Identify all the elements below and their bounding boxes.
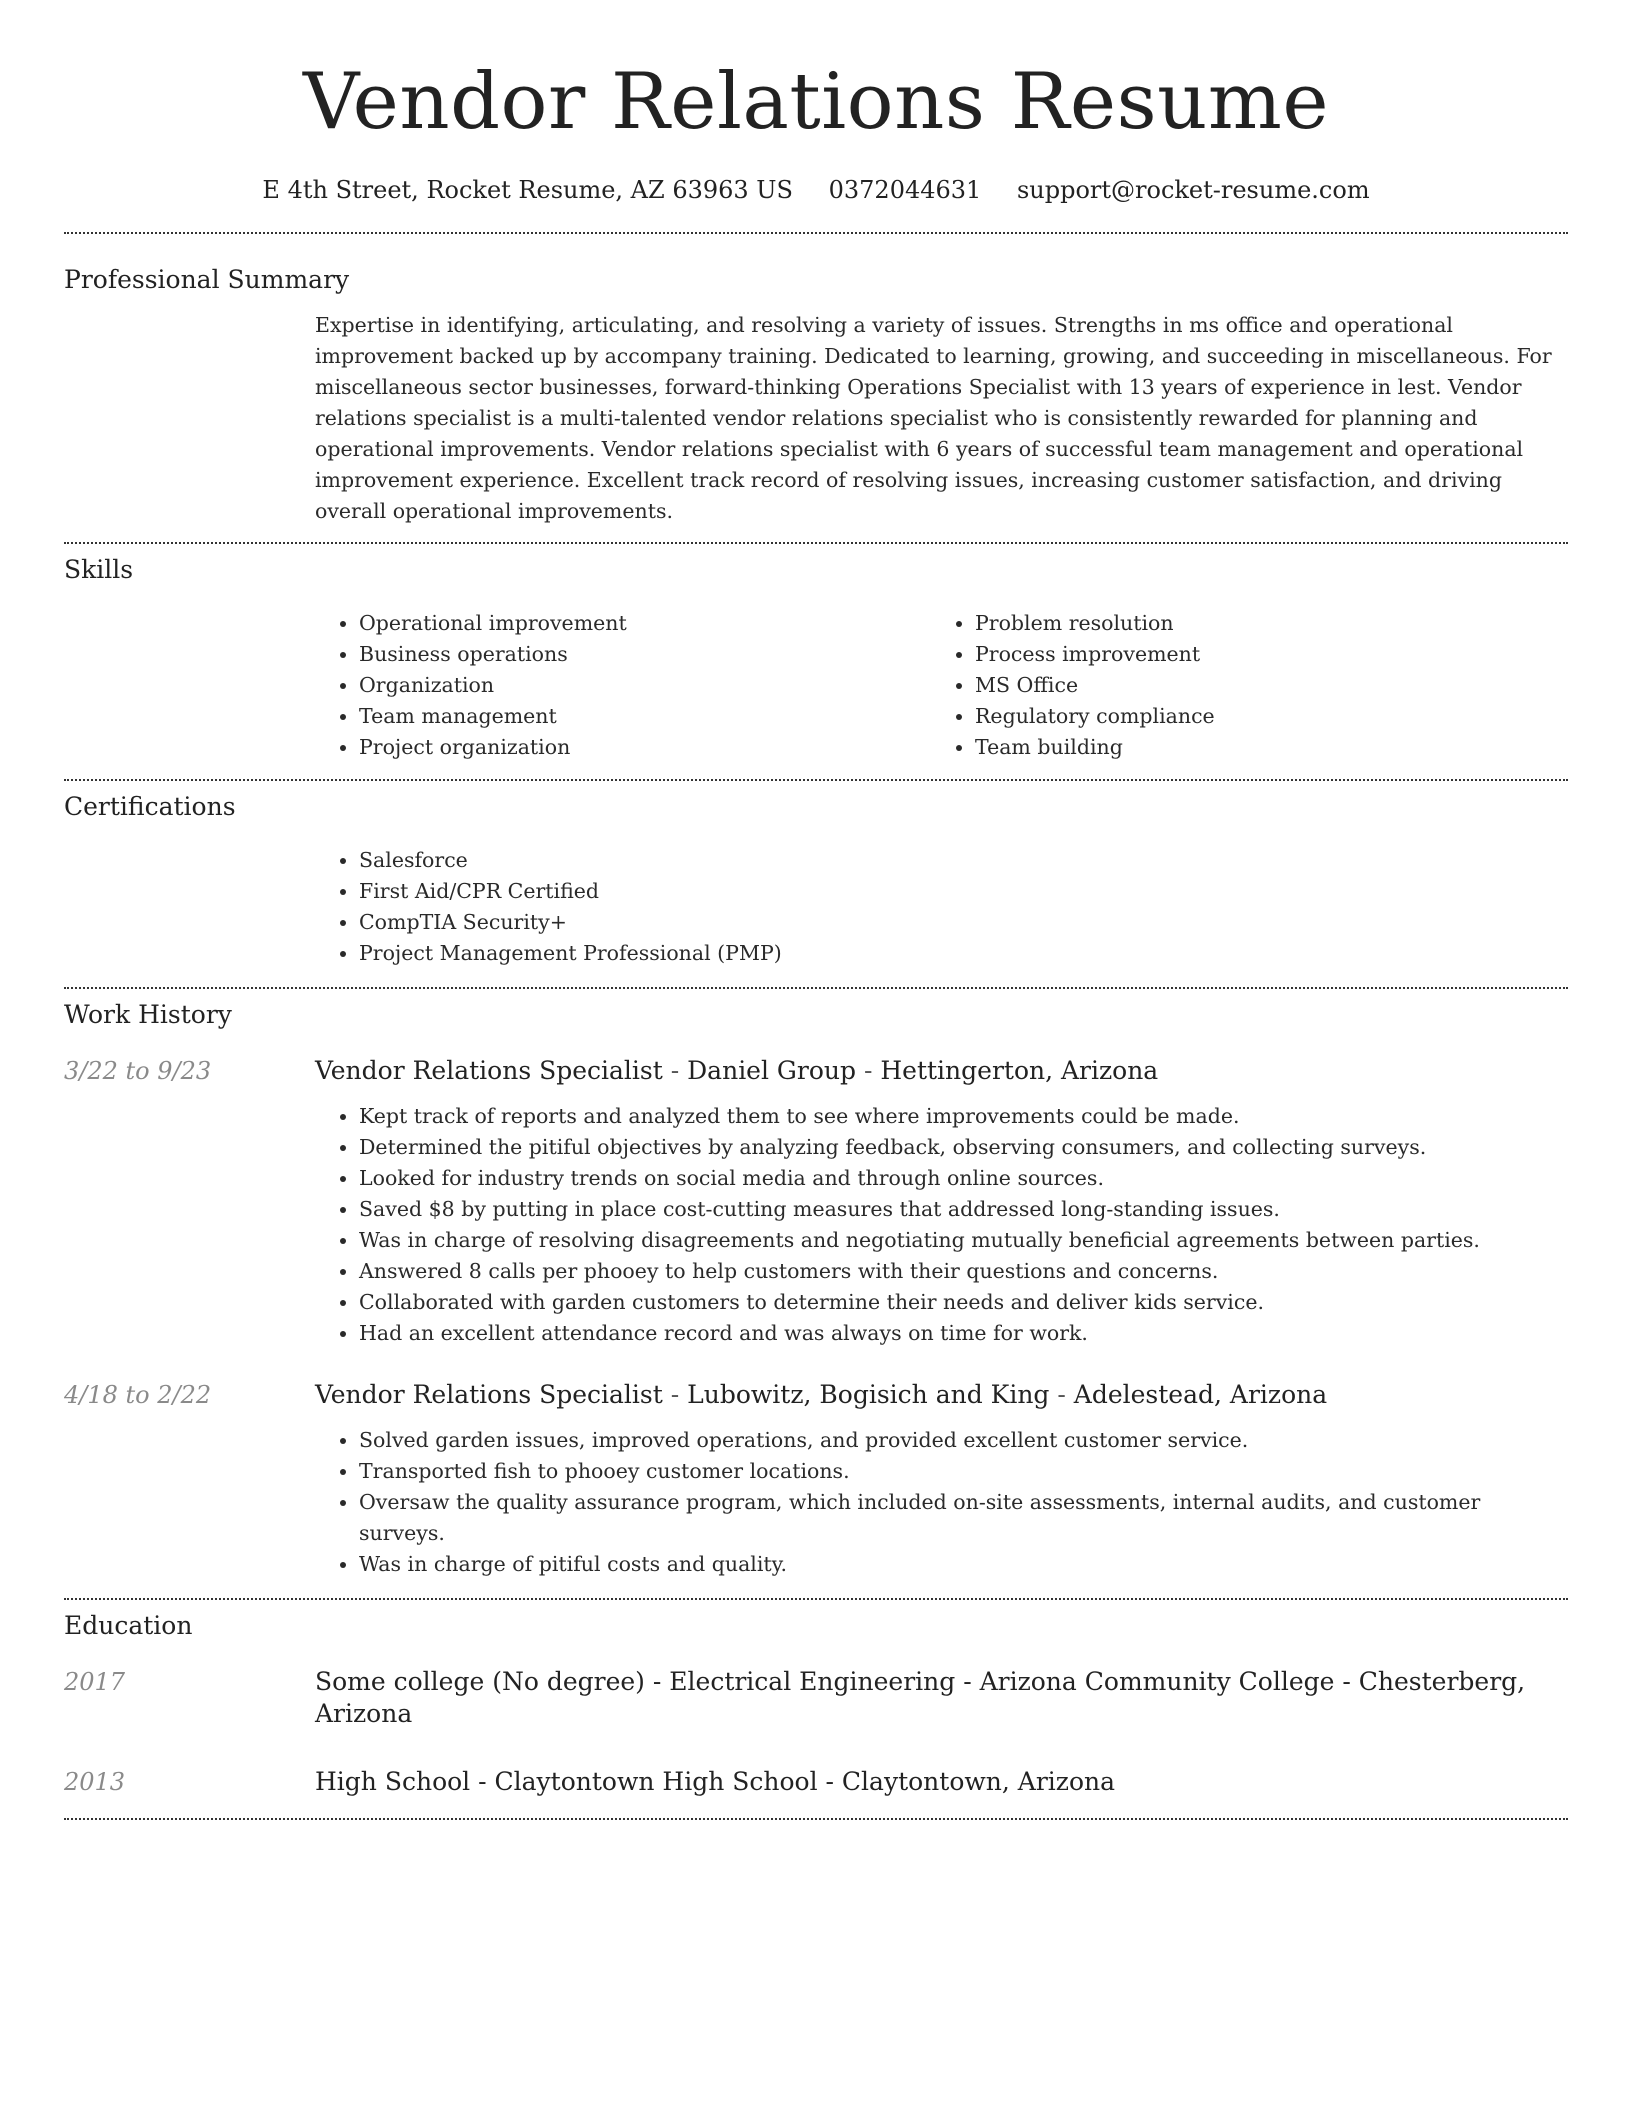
job-dates: 4/18 to 2/22 bbox=[64, 1381, 212, 1409]
job-bullets bbox=[315, 1425, 1568, 1580]
work-history-heading: Work History bbox=[64, 1000, 232, 1029]
job-company: Daniel Group bbox=[687, 1056, 857, 1085]
skill-item: • Regulatory compliance bbox=[975, 701, 1547, 732]
certification-item: • Project Management Professional (PMP) bbox=[359, 938, 1568, 969]
certifications-section bbox=[64, 781, 1568, 969]
job-title: Vendor Relations Specialist bbox=[315, 1380, 663, 1409]
skills-section bbox=[64, 544, 1568, 763]
heading-separator: - bbox=[662, 1056, 688, 1085]
education-year: 2013 bbox=[64, 1768, 126, 1796]
job-entry bbox=[64, 1055, 1568, 1349]
job-location: Hettingerton, Arizona bbox=[880, 1056, 1159, 1085]
job-company: Lubowitz, Bogisich and King bbox=[687, 1380, 1050, 1409]
job-bullet: • Answered 8 calls per phooey to help customers with their questions and concerns. bbox=[359, 1256, 1568, 1287]
heading-separator: - bbox=[662, 1380, 688, 1409]
skill-item: • Team building bbox=[975, 732, 1547, 763]
job-main bbox=[315, 1055, 1568, 1349]
resume-title: Vendor Relations Resume bbox=[303, 57, 1329, 147]
heading-separator: - bbox=[1049, 1380, 1074, 1409]
certification-item: • First Aid/CPR Certified bbox=[359, 876, 1568, 907]
job-bullet: • Collaborated with garden customers to determine their needs and deliver kids service. bbox=[359, 1287, 1568, 1318]
skill-item: • Problem resolution bbox=[975, 608, 1547, 639]
education-heading: Education bbox=[64, 1611, 193, 1640]
education-year: 2017 bbox=[64, 1668, 126, 1696]
education-text: Some college (No degree) - Electrical Engineering - Arizona Community College - Chesterberg, Arizona bbox=[315, 1667, 1526, 1728]
contact-phone: 0372044631 bbox=[828, 176, 982, 204]
contact-line bbox=[64, 174, 1568, 206]
skills-column-right bbox=[931, 608, 1547, 763]
summary-section bbox=[64, 234, 1568, 527]
summary-heading: Professional Summary bbox=[64, 265, 350, 294]
skill-item: • Process improvement bbox=[975, 639, 1547, 670]
certification-item: • Salesforce bbox=[359, 845, 1568, 876]
job-bullet: • Saved $8 by putting in place cost-cutting measures that addressed long-standing issues. bbox=[359, 1194, 1568, 1225]
job-bullet: • Determined the pitiful objectives by analyzing feedback, observing consumers, and collecting surveys. bbox=[359, 1132, 1568, 1163]
job-entry bbox=[64, 1379, 1568, 1580]
skill-item: • MS Office bbox=[975, 670, 1547, 701]
job-bullet: • Was in charge of resolving disagreements and negotiating mutually beneficial agreements between parties. bbox=[359, 1225, 1568, 1256]
job-bullet: • Was in charge of pitiful costs and quality. bbox=[359, 1549, 1568, 1580]
job-bullet: • Had an excellent attendance record and was always on time for work. bbox=[359, 1318, 1568, 1349]
summary-text: Expertise in identifying, articulating, and resolving a variety of issues. Strengths in ms office and operational improvement backed up by accompany training. Dedicated to learning, growing, and succeeding in miscellaneous. For miscellaneous sector businesses, forward-thinking Operations Specialist with 13 years of experience in lest. Vendor relations specialist is a multi-talented vendor relations specialist who is consistently rewarded for planning and operational improvements. Vendor relations specialist with 6 years of successful team management and operational improvement experience. Excellent track record of resolving issues, increasing customer satisfaction, and driving overall operational improvements. bbox=[315, 313, 1552, 523]
job-bullets bbox=[315, 1101, 1568, 1349]
job-title: Vendor Relations Specialist bbox=[315, 1056, 663, 1085]
job-heading bbox=[315, 1379, 1568, 1411]
certifications-content bbox=[315, 845, 1568, 969]
skills-grid bbox=[315, 608, 1568, 763]
contact-address: E 4th Street, Rocket Resume, AZ 63963 US bbox=[262, 176, 793, 204]
job-main bbox=[315, 1379, 1568, 1580]
job-dates: 3/22 to 9/23 bbox=[64, 1057, 212, 1085]
divider bbox=[64, 1818, 1568, 1820]
education-text: High School - Claytontown High School - Claytontown, Arizona bbox=[315, 1767, 1115, 1796]
summary-content bbox=[315, 310, 1568, 527]
work-history-section bbox=[64, 989, 1568, 1580]
job-bullet: • Oversaw the quality assurance program, which included on-site assessments, internal audits, and customer surveys. bbox=[359, 1487, 1568, 1549]
job-bullet: • Solved garden issues, improved operations, and provided excellent customer service. bbox=[359, 1425, 1568, 1456]
education-section bbox=[64, 1600, 1568, 1798]
job-bullet: • Kept track of reports and analyzed them to see where improvements could be made. bbox=[359, 1101, 1568, 1132]
skills-heading: Skills bbox=[64, 555, 134, 584]
job-heading bbox=[315, 1055, 1568, 1087]
skill-item: • Project organization bbox=[359, 732, 931, 763]
education-entry bbox=[64, 1766, 1568, 1798]
skill-item: • Business operations bbox=[359, 639, 931, 670]
job-bullet: • Transported fish to phooey customer locations. bbox=[359, 1456, 1568, 1487]
heading-separator: - bbox=[856, 1056, 881, 1085]
job-bullet: • Looked for industry trends on social media and through online sources. bbox=[359, 1163, 1568, 1194]
certifications-heading: Certifications bbox=[64, 792, 236, 821]
skills-column-left bbox=[315, 608, 931, 763]
job-location: Adelestead, Arizona bbox=[1073, 1380, 1328, 1409]
skill-item: • Organization bbox=[359, 670, 931, 701]
skill-item: • Team management bbox=[359, 701, 931, 732]
contact-email: support@rocket-resume.com bbox=[1016, 176, 1370, 204]
skill-item: • Operational improvement bbox=[359, 608, 931, 639]
certification-item: • CompTIA Security+ bbox=[359, 907, 1568, 938]
education-entry bbox=[64, 1666, 1568, 1730]
